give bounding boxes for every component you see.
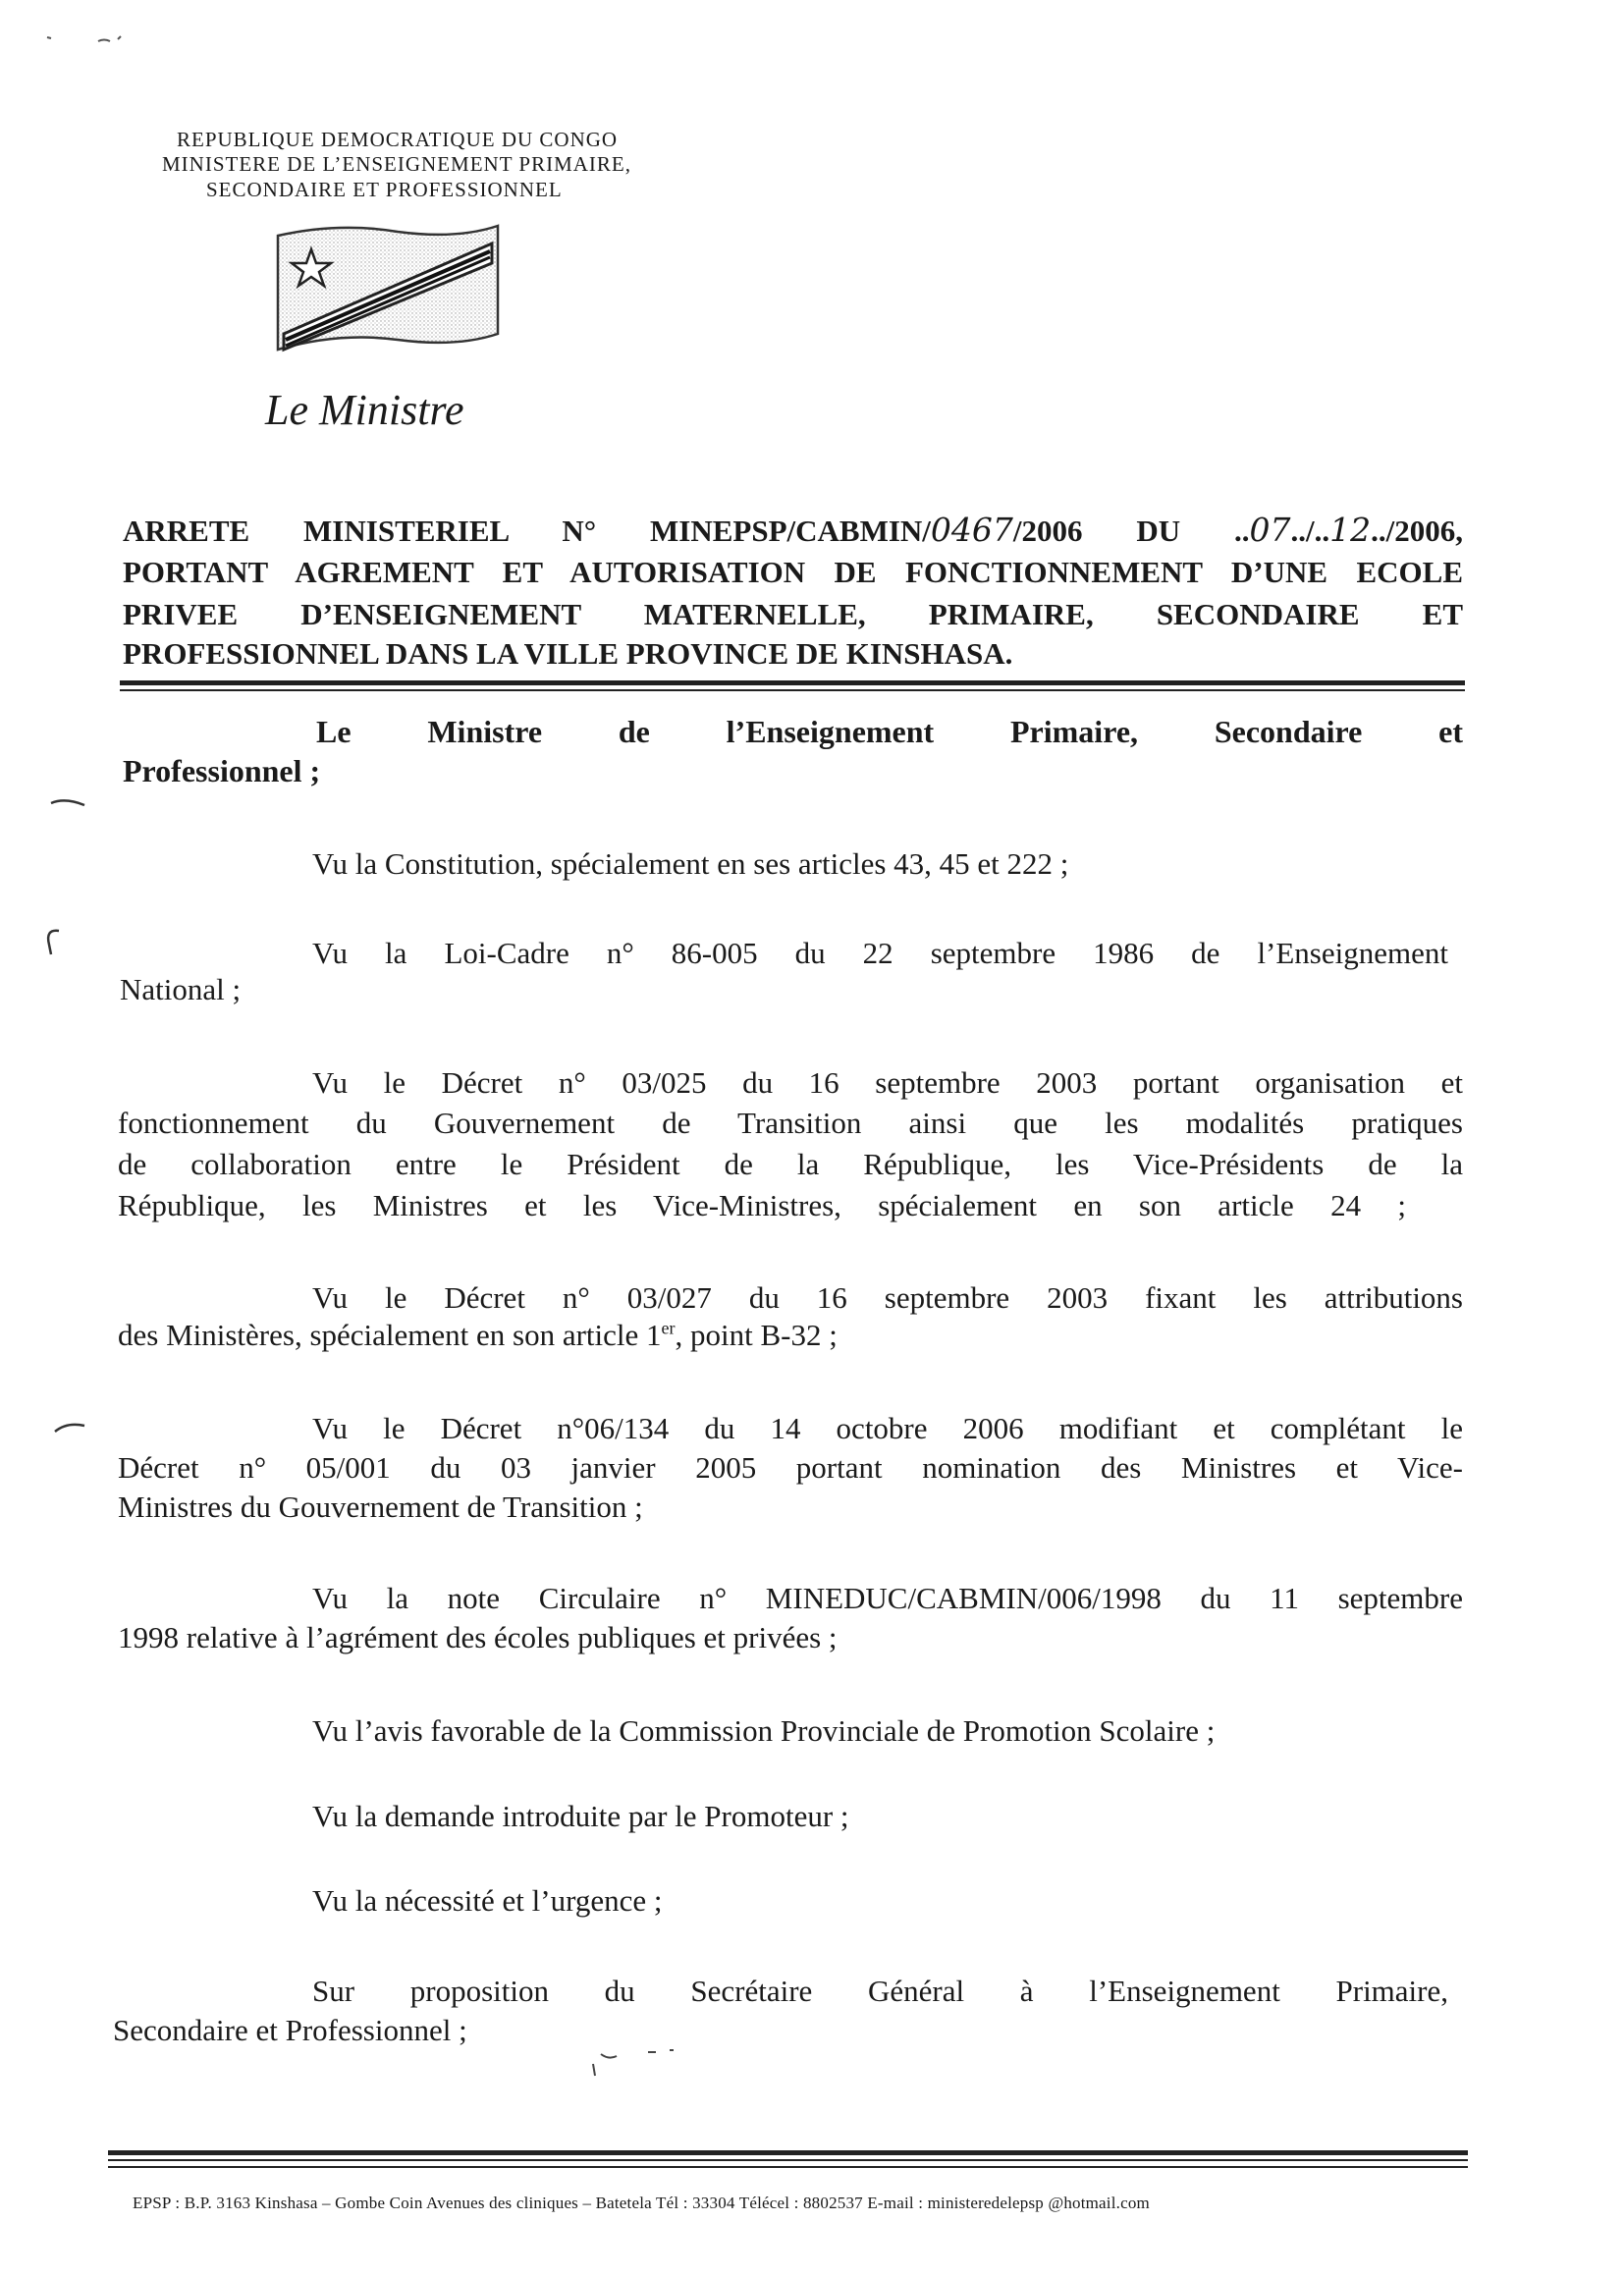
- decree-title-line-3: PRIVEE D’ENSEIGNEMENT MATERNELLE, PRIMAIRE, SECONDAIRE ET: [123, 597, 1463, 631]
- footer-divider-bottom: [108, 2166, 1468, 2168]
- considering-decree-134-line-1: Vu le Décret n°06/134 du 14 octobre 2006 modifiant et complétant le: [312, 1411, 1463, 1445]
- considering-constitution: Vu la Constitution, spécialement en ses articles 43, 45 et 222 ;: [312, 846, 1069, 881]
- considering-framework-law-line-2: National ;: [120, 972, 242, 1006]
- considering-decree-027-line-1: Vu le Décret n° 03/027 du 16 septembre 2003 fixant les attributions: [312, 1280, 1463, 1315]
- handwritten-date-month: 12: [1329, 511, 1372, 549]
- handwritten-date-day: 07: [1249, 511, 1291, 549]
- considering-decree-134-line-2: Décret n° 05/001 du 03 janvier 2005 portant nomination des Ministres et Vice-: [118, 1450, 1463, 1485]
- proposal-line-1: Sur proposition du Secrétaire Général à l’Enseignement Primaire,: [312, 1974, 1448, 2008]
- considering-decree-025-line-1: Vu le Décret n° 03/025 du 16 septembre 2003 portant organisation et: [312, 1065, 1463, 1100]
- decree-reference-date-prefix: /2006 DU ..: [1012, 514, 1250, 548]
- considering-framework-law-line-1: Vu la Loi-Cadre n° 86-005 du 22 septembre 1986 de l’Enseignement: [312, 936, 1448, 970]
- decree-title-line-1: [123, 511, 1463, 549]
- considering-decree-025-line-4: République, les Ministres et les Vice-Ministres, spécialement en son article 24 ;: [118, 1188, 1406, 1222]
- decree-reference-prefix: ARRETE MINISTERIEL N° MINEPSP/CABMIN/: [123, 514, 931, 548]
- decree-027-point: , point B-32 ;: [675, 1318, 838, 1352]
- considering-promoter-request: Vu la demande introduite par le Promoteur ;: [312, 1799, 849, 1833]
- date-separator: ../..: [1290, 514, 1330, 548]
- considering-decree-025-line-2: fonctionnement du Gouvernement de Transition ainsi que les modalités pratiques: [118, 1106, 1463, 1140]
- decree-027-superscript: er: [661, 1318, 676, 1338]
- ministry-name-line-1: MINISTERE DE L’ENSEIGNEMENT PRIMAIRE,: [162, 152, 631, 176]
- decree-027-text: des Ministères, spécialement en son article 1: [118, 1318, 662, 1352]
- considering-urgency: Vu la nécessité et l’urgence ;: [312, 1883, 663, 1918]
- ministry-name-line-2: SECONDAIRE ET PROFESSIONNEL: [206, 178, 563, 201]
- title-divider-thick: [120, 680, 1465, 685]
- drc-flag-emblem: [270, 218, 506, 365]
- considering-circular-line-1: Vu la note Circulaire n° MINEDUC/CABMIN/006/1998 du 11 septembre: [312, 1581, 1463, 1615]
- title-divider-thin: [120, 689, 1465, 691]
- considering-commission-opinion: Vu l’avis favorable de la Commission Provinciale de Promotion Scolaire ;: [312, 1713, 1216, 1748]
- footer-divider-thick: [108, 2150, 1468, 2155]
- handwritten-decree-number: 0467: [930, 511, 1013, 549]
- minister-title: Le Ministre: [265, 386, 464, 434]
- ministry-contact-footer: EPSP : B.P. 3163 Kinshasa – Gombe Coin Avenues des cliniques – Batetela Tél : 33304 Télécel : 8802537 E-mail : ministeredelepsp @hotmail.com: [133, 2194, 1150, 2212]
- considering-decree-025-line-3: de collaboration entre le Président de la République, les Vice-Présidents de la: [118, 1147, 1463, 1181]
- intro-line-2: Professionnel ;: [123, 753, 321, 788]
- decree-title-line-2: PORTANT AGREMENT ET AUTORISATION DE FONCTIONNEMENT D’UNE ECOLE: [123, 555, 1463, 589]
- proposal-line-2: Secondaire et Professionnel ;: [113, 2013, 467, 2047]
- footer-divider-thin: [108, 2159, 1468, 2161]
- intro-line-1: Le Ministre de l’Enseignement Primaire, Secondaire et: [316, 714, 1463, 749]
- considering-circular-line-2: 1998 relative à l’agrément des écoles publiques et privées ;: [118, 1620, 838, 1654]
- country-name: REPUBLIQUE DEMOCRATIQUE DU CONGO: [177, 128, 619, 151]
- decree-title-line-4: PROFESSIONNEL DANS LA VILLE PROVINCE DE KINSHASA.: [123, 636, 1013, 671]
- considering-decree-134-line-3: Ministres du Gouvernement de Transition ;: [118, 1490, 643, 1524]
- date-year: ../2006,: [1371, 514, 1463, 548]
- considering-decree-027-line-2: [118, 1318, 838, 1353]
